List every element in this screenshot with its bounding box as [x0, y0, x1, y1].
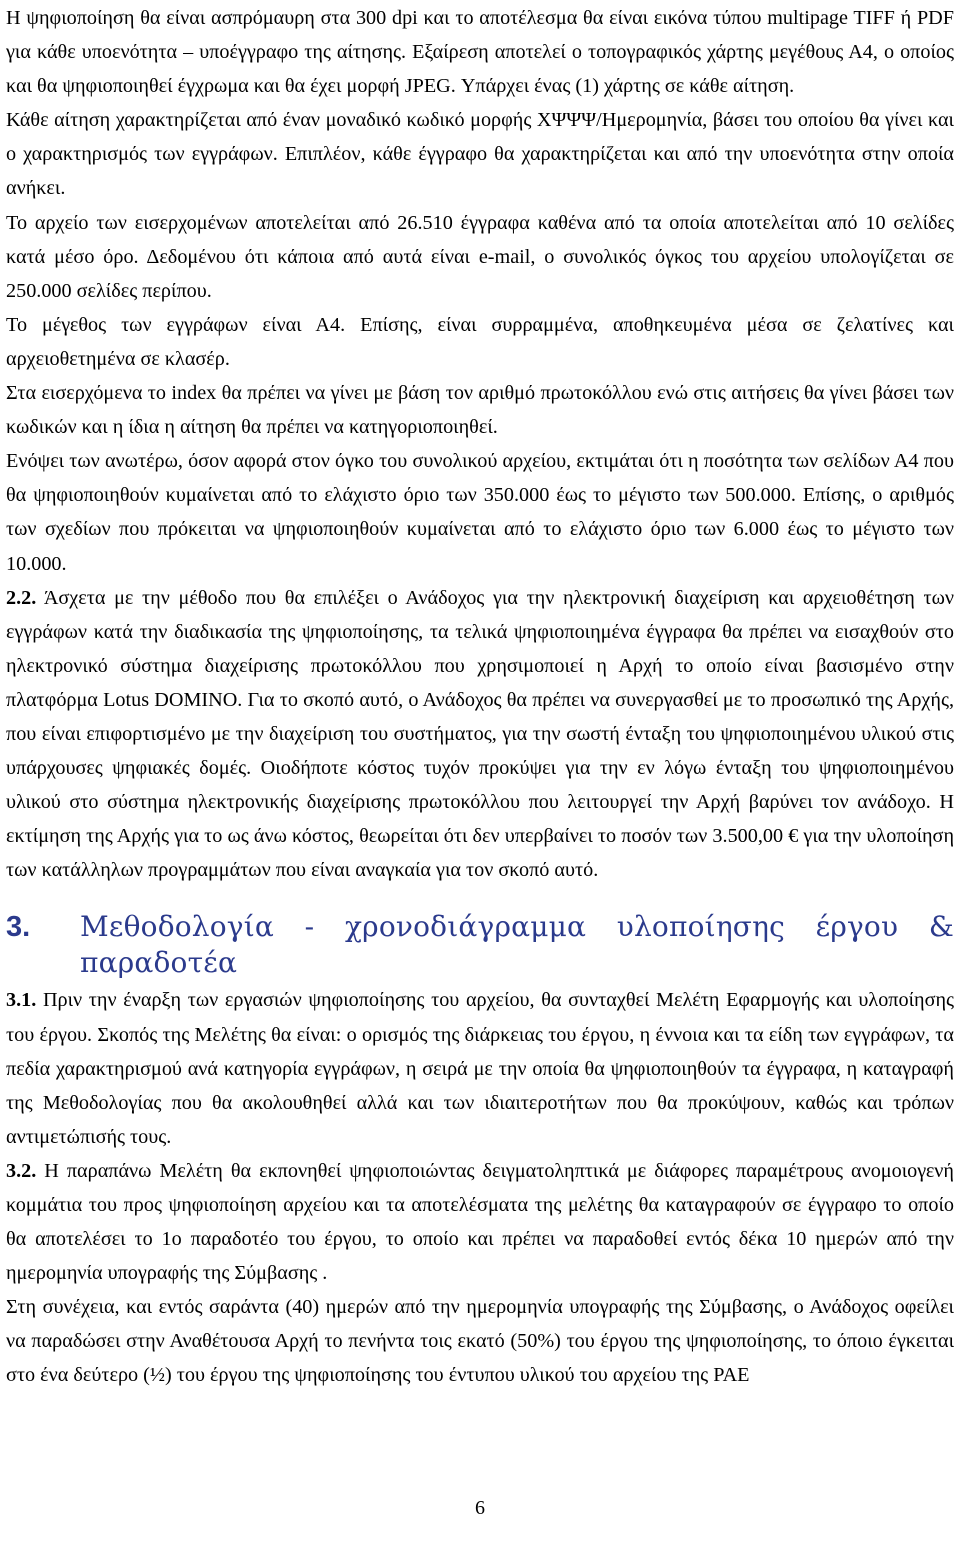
section-3-2	[6, 1154, 954, 1290]
paragraph-volume-estimate: Ενόψει των ανωτέρω, όσον αφορά στον όγκο του συνολικού αρχείου, εκτιμάται ότι η ποσότητα των σελίδων Α4 που θα ψηφιοποιηθούν κυμαίνεται από το ελάχιστο όριο των 350.000 έως το μέγιστο των 500.000. Επίσης, ο αριθμός των σχεδίων που πρόκειται να ψηφιοποιηθούν κυμαίνεται από το ελάχιστο όριο των 6.000 έως το μέγιστο των 10.000.	[6, 450, 954, 575]
section-2-2-number: 2.2.	[6, 586, 37, 609]
section-3-1-text: Πριν την έναρξη των εργασιών ψηφιοποίησης του αρχείου, θα συνταχθεί Μελέτη Εφαρμογής και υλοποίησης του έργου. Σκοπός της Μελέτης θα είναι: ο ορισμός της διάρκειας του έργου, η έννοια και τα είδη των εγγράφων, τα πεδία χαρακτηρισμού ανά κατηγορία εγγράφων, η σειρά με την οποία θα ψηφιοποιηθούν τα έγγραφα, η καταγραφή της Μεθοδολογίας που θα ακολουθηθεί αλλά και των ιδιαιτεροτήτων που θα προκύψουν, καθώς και τρόπων αντιμετώπισής τους.	[6, 989, 954, 1148]
paragraph-delivery: Στη συνέχεια, και εντός σαράντα (40) ημερών από την ημερομηνία υπογραφής της Σύμβασης, ο Ανάδοχος οφείλει να παραδώσει στην Αναθέτουσα Αρχή το πενήντα τοις εκατό (50%) του έργου της ψηφιοποίησης, το όποιο έγκειται στο ένα δεύτερο (½) του έργου της ψηφιοποίησης του έντυπου υλικού του αρχείου της ΡΑΕ	[6, 1296, 954, 1387]
section-3-heading-number: 3.	[6, 911, 31, 944]
paragraph-incoming-archive: Το αρχείο των εισερχομένων αποτελείται από 26.510 έγγραφα καθένα από τα οποία αποτελείται από 10 σελίδες κατά μέσο όρο. Δεδομένου ότι κάποια από αυτά είναι e-mail, ο συνολικός όγκος του αρχείου υπολογίζεται σε 250.000 σελίδες περίπου.	[6, 211, 954, 302]
paragraph-application-code: Κάθε αίτηση χαρακτηρίζεται από έναν μοναδικό κωδικό μορφής ΧΨΨΨ/Ημερομηνία, βάσει του οποίου θα γίνει και ο χαρακτηρισμός των εγγράφων. Επιπλέον, κάθε έγγραφο θα χαρακτηρίζεται και από την υποενότητα στην οποία ανήκει.	[6, 109, 954, 200]
paragraph-digitization: Η ψηφιοποίηση θα είναι ασπρόμαυρη στα 300 dpi και το αποτέλεσμα θα είναι εικόνα τύπου multipage TIFF ή PDF για κάθε υποενότητα – υποέγγραφο της αίτησης. Εξαίρεση αποτελεί ο τοπογραφικός χάρτης μεγέθους Α4, ο οποίος και θα ψηφιοποιηθεί έγχρωμα και θα έχει μορφή JPEG. Υπάρχει ένας (1) χάρτης σε κάθε αίτηση.	[6, 7, 954, 98]
paragraph-index: Στα εισερχόμενα το index θα πρέπει να γίνει με βάση τον αριθμό πρωτοκόλλου ενώ στις αιτήσεις θα γίνει βάσει των κωδικών και η ίδια η αίτηση θα πρέπει να κατηγοριοποιηθεί.	[6, 382, 954, 439]
section-3-1-number: 3.1.	[6, 989, 37, 1012]
section-2-2-text: Άσχετα με την μέθοδο που θα επιλέξει ο Ανάδοχος για την ηλεκτρονική διαχείριση και αρχειοθέτηση των εγγράφων κατά την διαδικασία της ψηφιοποίησης, τα τελικά ψηφιοποιημένα έγγραφα θα πρέπει να εισαχθούν στο ηλεκτρονικό σύστημα διαχείρισης πρωτοκόλλου που χρησιμοποιεί η Αρχή το οποίο είναι βασισμένο στην πλατφόρμα Lotus DOMINO. Για το σκοπό αυτό, ο Ανάδοχος θα πρέπει να συνεργασθεί με το προσωπικό της Αρχής, που είναι επιφορτισμένο με την διαχείριση του συστήματος, για την σωστή ένταξη του ψηφιοποιημένου υλικού στις υπάρχουσες ψηφιακές δομές. Οιοδήποτε κόστος τυχόν προκύψει για την εν λόγω ένταξη του ψηφιοποιημένου υλικού στο σύστημα ηλεκτρονικής διαχείρισης πρωτοκόλλου που λειτουργεί την Αρχή βαρύνει τον ανάδοχο. Η εκτίμηση της Αρχής για το ως άνω κόστος, θεωρείται ότι δεν υπερβαίνει το ποσόν των 3.500,00 € για την υλοποίηση των κατάλληλων προγραμμάτων που είναι αναγκαία για τον σκοπό αυτό.	[6, 586, 954, 882]
section-3-heading-title: Μεθοδολογία - χρονοδιάγραμμα υλοποίησης έργου & παραδοτέα	[80, 910, 954, 980]
page-number: 6	[475, 1497, 485, 1519]
section-3-2-text: Η παραπάνω Μελέτη θα εκπονηθεί ψηφιοποιώντας δειγματοληπτικά με διάφορες παραμέτρους ανομοιογενή κομμάτια του προς ψηφιοποίηση αρχείου και τα αποτελέσματα της μελέτης θα καταγραφούν σε έγγραφο το οποίο θα αποτελέσει το 1ο παραδοτέο του έργου, το οποίο και πρέπει να παραδοθεί εντός δέκα 10 ημερών από την ημερομηνία υπογραφής της Σύμβασης .	[6, 1159, 954, 1285]
section-3-heading	[6, 909, 954, 981]
section-3-2-number: 3.2.	[6, 1159, 37, 1182]
section-3-1	[6, 983, 954, 1153]
paragraph-document-size: Το μέγεθος των εγγράφων είναι Α4. Επίσης, είναι συρραμμένα, αποθηκευμένα μέσα σε ζελατίνες και αρχειοθετημένα σε κλασέρ.	[6, 313, 954, 370]
section-2-2	[6, 581, 954, 888]
